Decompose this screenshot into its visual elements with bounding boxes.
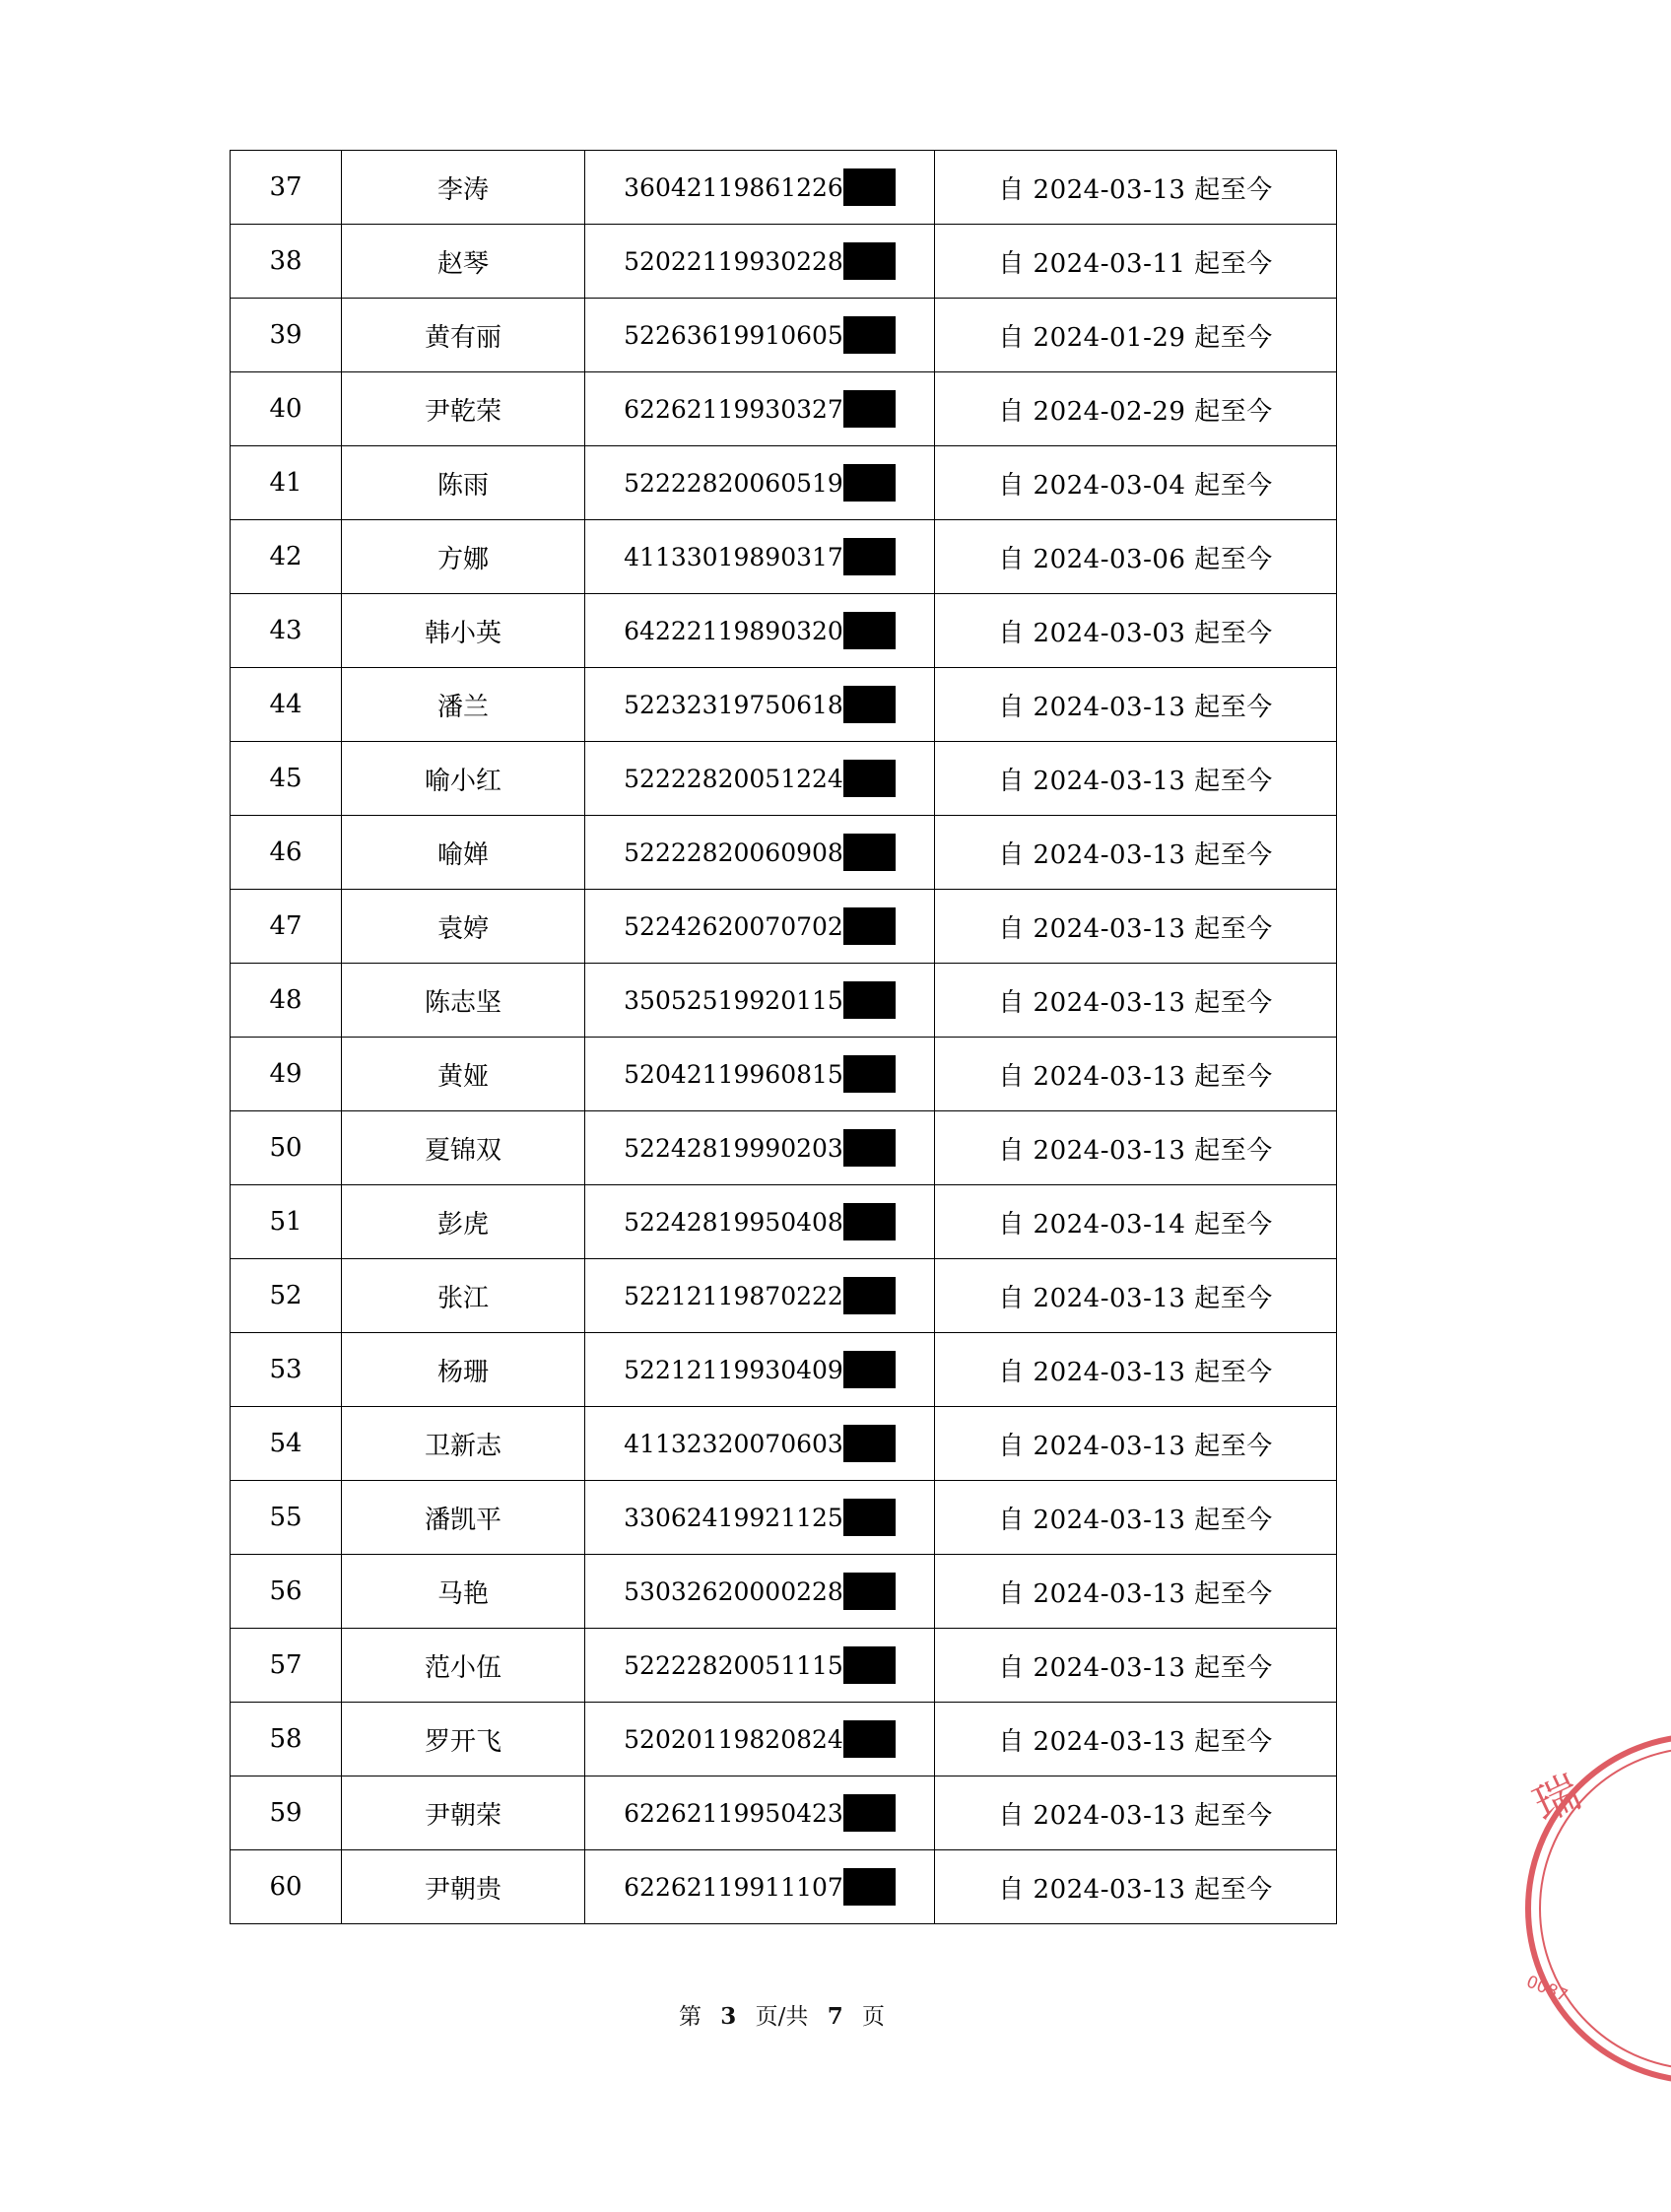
- row-number-cell: 47: [231, 890, 342, 964]
- redaction-block: [843, 168, 896, 206]
- person-name-cell: 张江: [342, 1259, 585, 1333]
- id-number-wrapper: [624, 242, 896, 280]
- id-number-visible-digits: 52212119930409: [624, 1355, 843, 1384]
- table-row: [231, 594, 1337, 668]
- employment-period-cell: 自 2024-03-13 起至今: [935, 1776, 1337, 1850]
- id-number-cell: [585, 1850, 935, 1924]
- row-number-cell: 46: [231, 816, 342, 890]
- redaction-block: [843, 464, 896, 502]
- id-number-wrapper: [624, 1203, 896, 1240]
- person-name-cell: 李涛: [342, 151, 585, 225]
- row-number-cell: 42: [231, 520, 342, 594]
- id-number-cell: [585, 742, 935, 816]
- employment-period-cell: 自 2024-03-11 起至今: [935, 225, 1337, 299]
- redaction-block: [843, 834, 896, 871]
- id-number-visible-digits: 52042119960815: [624, 1059, 843, 1089]
- seal-graphic: [1523, 1736, 1671, 2081]
- redaction-block: [843, 1573, 896, 1610]
- person-name-cell: 潘凯平: [342, 1481, 585, 1555]
- id-number-visible-digits: 62262119930327: [624, 394, 843, 424]
- table-row: [231, 742, 1337, 816]
- redaction-block: [843, 1129, 896, 1167]
- id-number-wrapper: [624, 1055, 896, 1093]
- id-number-visible-digits: 52222820060908: [624, 838, 843, 867]
- id-number-cell: [585, 1555, 935, 1629]
- id-number-wrapper: [624, 1499, 896, 1536]
- table-row: [231, 446, 1337, 520]
- employment-period-cell: 自 2024-03-04 起至今: [935, 446, 1337, 520]
- id-number-visible-digits: 52263619910605: [624, 320, 843, 350]
- employment-period-cell: 自 2024-03-13 起至今: [935, 1703, 1337, 1776]
- id-number-wrapper: [624, 1720, 896, 1758]
- table-row: [231, 890, 1337, 964]
- redaction-block: [843, 612, 896, 649]
- table-row: [231, 1776, 1337, 1850]
- person-name-cell: 彭虎: [342, 1185, 585, 1259]
- id-number-wrapper: [624, 168, 896, 206]
- employment-period-cell: 自 2024-03-06 起至今: [935, 520, 1337, 594]
- table-row: [231, 1481, 1337, 1555]
- current-page-number: 3: [720, 2003, 737, 2030]
- redaction-block: [843, 538, 896, 575]
- id-number-cell: [585, 890, 935, 964]
- table-row: [231, 1555, 1337, 1629]
- id-number-cell: [585, 668, 935, 742]
- id-number-cell: [585, 1038, 935, 1111]
- employment-period-cell: 自 2024-03-14 起至今: [935, 1185, 1337, 1259]
- employment-period-cell: 自 2024-03-13 起至今: [935, 890, 1337, 964]
- row-number-cell: 60: [231, 1850, 342, 1924]
- table-row: [231, 1850, 1337, 1924]
- id-number-visible-digits: 52222820051224: [624, 764, 843, 793]
- id-number-visible-digits: 52242819950408: [624, 1207, 843, 1237]
- table-row: [231, 964, 1337, 1038]
- row-number-cell: 54: [231, 1407, 342, 1481]
- person-name-cell: 喻小红: [342, 742, 585, 816]
- employment-period-cell: 自 2024-03-13 起至今: [935, 1333, 1337, 1407]
- id-number-wrapper: [624, 1794, 896, 1832]
- id-number-visible-digits: 62262119911107: [624, 1872, 843, 1902]
- employment-period-cell: 自 2024-03-13 起至今: [935, 1481, 1337, 1555]
- person-name-cell: 尹朝贵: [342, 1850, 585, 1924]
- redaction-block: [843, 390, 896, 428]
- person-name-cell: 赵琴: [342, 225, 585, 299]
- redaction-block: [843, 760, 896, 797]
- person-name-cell: 杨珊: [342, 1333, 585, 1407]
- id-number-visible-digits: 52020119820824: [624, 1724, 843, 1754]
- row-number-cell: 52: [231, 1259, 342, 1333]
- table-row: [231, 299, 1337, 372]
- employment-period-cell: 自 2024-01-29 起至今: [935, 299, 1337, 372]
- row-number-cell: 40: [231, 372, 342, 446]
- redaction-block: [843, 1055, 896, 1093]
- id-number-wrapper: [624, 612, 896, 649]
- id-number-visible-digits: 52022119930228: [624, 246, 843, 276]
- table-row: [231, 1333, 1337, 1407]
- person-name-cell: 马艳: [342, 1555, 585, 1629]
- table-row: [231, 1259, 1337, 1333]
- redaction-block: [843, 981, 896, 1019]
- person-name-cell: 陈雨: [342, 446, 585, 520]
- row-number-cell: 41: [231, 446, 342, 520]
- roster-table-body: [231, 151, 1337, 1924]
- row-number-cell: 59: [231, 1776, 342, 1850]
- row-number-cell: 49: [231, 1038, 342, 1111]
- id-number-visible-digits: 53032620000228: [624, 1576, 843, 1606]
- redaction-block: [843, 1277, 896, 1314]
- table-row: [231, 1629, 1337, 1703]
- person-name-cell: 陈志坚: [342, 964, 585, 1038]
- id-number-visible-digits: 35052519920115: [624, 985, 843, 1015]
- id-number-wrapper: [624, 1573, 896, 1610]
- row-number-cell: 57: [231, 1629, 342, 1703]
- redaction-block: [843, 1425, 896, 1462]
- row-number-cell: 51: [231, 1185, 342, 1259]
- id-number-cell: [585, 372, 935, 446]
- id-number-visible-digits: 52212119870222: [624, 1281, 843, 1310]
- id-number-wrapper: [624, 760, 896, 797]
- id-number-cell: [585, 964, 935, 1038]
- row-number-cell: 44: [231, 668, 342, 742]
- table-row: [231, 816, 1337, 890]
- redaction-block: [843, 1868, 896, 1906]
- id-number-cell: [585, 299, 935, 372]
- person-name-cell: 方娜: [342, 520, 585, 594]
- roster-table: [230, 150, 1337, 1924]
- id-number-wrapper: [624, 1129, 896, 1167]
- row-number-cell: 45: [231, 742, 342, 816]
- person-name-cell: 黄有丽: [342, 299, 585, 372]
- id-number-wrapper: [624, 834, 896, 871]
- total-page-number: 7: [827, 2003, 843, 2030]
- id-number-cell: [585, 816, 935, 890]
- id-number-wrapper: [624, 686, 896, 723]
- employment-period-cell: 自 2024-03-13 起至今: [935, 1038, 1337, 1111]
- person-name-cell: 罗开飞: [342, 1703, 585, 1776]
- table-row: [231, 151, 1337, 225]
- id-number-wrapper: [624, 538, 896, 575]
- redaction-block: [843, 1646, 896, 1684]
- id-number-visible-digits: 52242819990203: [624, 1133, 843, 1163]
- id-number-wrapper: [624, 1646, 896, 1684]
- table-row: [231, 668, 1337, 742]
- id-number-wrapper: [624, 390, 896, 428]
- id-number-cell: [585, 1776, 935, 1850]
- id-number-visible-digits: 64222119890320: [624, 616, 843, 645]
- row-number-cell: 50: [231, 1111, 342, 1185]
- id-number-visible-digits: 52222820051115: [624, 1650, 843, 1680]
- row-number-cell: 55: [231, 1481, 342, 1555]
- person-name-cell: 袁婷: [342, 890, 585, 964]
- employment-period-cell: 自 2024-03-13 起至今: [935, 1259, 1337, 1333]
- id-number-wrapper: [624, 1277, 896, 1314]
- table-row: [231, 1703, 1337, 1776]
- id-number-visible-digits: 36042119861226: [624, 172, 843, 202]
- table-row: [231, 520, 1337, 594]
- redaction-block: [843, 1203, 896, 1240]
- page-footer-suffix: 页: [862, 2004, 886, 2030]
- id-number-visible-digits: 52222820060519: [624, 468, 843, 498]
- id-number-wrapper: [624, 907, 896, 945]
- redaction-block: [843, 686, 896, 723]
- id-number-visible-digits: 52242620070702: [624, 911, 843, 941]
- table-row: [231, 1185, 1337, 1259]
- redaction-block: [843, 316, 896, 354]
- id-number-wrapper: [624, 316, 896, 354]
- id-number-cell: [585, 225, 935, 299]
- seal-serial-number: 0087: [1523, 1972, 1571, 2007]
- redaction-block: [843, 1351, 896, 1388]
- id-number-cell: [585, 151, 935, 225]
- person-name-cell: 尹乾荣: [342, 372, 585, 446]
- table-row: [231, 1111, 1337, 1185]
- table-row: [231, 225, 1337, 299]
- row-number-cell: 39: [231, 299, 342, 372]
- person-name-cell: 范小伍: [342, 1629, 585, 1703]
- id-number-visible-digits: 52232319750618: [624, 690, 843, 719]
- employment-period-cell: 自 2024-02-29 起至今: [935, 372, 1337, 446]
- id-number-wrapper: [624, 1425, 896, 1462]
- row-number-cell: 38: [231, 225, 342, 299]
- employment-period-cell: 自 2024-03-13 起至今: [935, 151, 1337, 225]
- id-number-visible-digits: 33062419921125: [624, 1503, 843, 1532]
- row-number-cell: 37: [231, 151, 342, 225]
- employment-period-cell: 自 2024-03-13 起至今: [935, 1555, 1337, 1629]
- id-number-wrapper: [624, 1868, 896, 1906]
- employment-period-cell: 自 2024-03-13 起至今: [935, 964, 1337, 1038]
- redaction-block: [843, 242, 896, 280]
- employment-period-cell: 自 2024-03-03 起至今: [935, 594, 1337, 668]
- seal-character: 瑞: [1524, 1765, 1589, 1833]
- id-number-cell: [585, 1111, 935, 1185]
- id-number-cell: [585, 1333, 935, 1407]
- id-number-wrapper: [624, 464, 896, 502]
- id-number-wrapper: [624, 981, 896, 1019]
- id-number-wrapper: [624, 1351, 896, 1388]
- id-number-cell: [585, 1703, 935, 1776]
- id-number-cell: [585, 1407, 935, 1481]
- id-number-cell: [585, 1259, 935, 1333]
- person-name-cell: 卫新志: [342, 1407, 585, 1481]
- row-number-cell: 48: [231, 964, 342, 1038]
- id-number-cell: [585, 446, 935, 520]
- person-name-cell: 潘兰: [342, 668, 585, 742]
- id-number-visible-digits: 41133019890317: [624, 542, 843, 571]
- person-name-cell: 韩小英: [342, 594, 585, 668]
- row-number-cell: 58: [231, 1703, 342, 1776]
- row-number-cell: 53: [231, 1333, 342, 1407]
- id-number-cell: [585, 594, 935, 668]
- redaction-block: [843, 907, 896, 945]
- person-name-cell: 尹朝荣: [342, 1776, 585, 1850]
- table-row: [231, 1038, 1337, 1111]
- employment-period-cell: 自 2024-03-13 起至今: [935, 1850, 1337, 1924]
- person-name-cell: 黄娅: [342, 1038, 585, 1111]
- page-footer: [0, 1998, 1564, 2031]
- employment-period-cell: 自 2024-03-13 起至今: [935, 1629, 1337, 1703]
- employment-period-cell: 自 2024-03-13 起至今: [935, 742, 1337, 816]
- employment-period-cell: 自 2024-03-13 起至今: [935, 1407, 1337, 1481]
- id-number-cell: [585, 1185, 935, 1259]
- table-row: [231, 372, 1337, 446]
- employment-period-cell: 自 2024-03-13 起至今: [935, 816, 1337, 890]
- person-name-cell: 夏锦双: [342, 1111, 585, 1185]
- redaction-block: [843, 1499, 896, 1536]
- id-number-cell: [585, 520, 935, 594]
- person-name-cell: 喻婵: [342, 816, 585, 890]
- row-number-cell: 56: [231, 1555, 342, 1629]
- id-number-cell: [585, 1629, 935, 1703]
- row-number-cell: 43: [231, 594, 342, 668]
- official-seal-stamp: [1523, 1726, 1671, 2091]
- employment-period-cell: 自 2024-03-13 起至今: [935, 668, 1337, 742]
- id-number-cell: [585, 1481, 935, 1555]
- employment-period-cell: 自 2024-03-13 起至今: [935, 1111, 1337, 1185]
- page-footer-prefix: 第: [678, 2004, 702, 2030]
- page-footer-middle: 页/共: [755, 2004, 809, 2030]
- id-number-visible-digits: 41132320070603: [624, 1429, 843, 1458]
- redaction-block: [843, 1794, 896, 1832]
- redaction-block: [843, 1720, 896, 1758]
- table-row: [231, 1407, 1337, 1481]
- id-number-visible-digits: 62262119950423: [624, 1798, 843, 1828]
